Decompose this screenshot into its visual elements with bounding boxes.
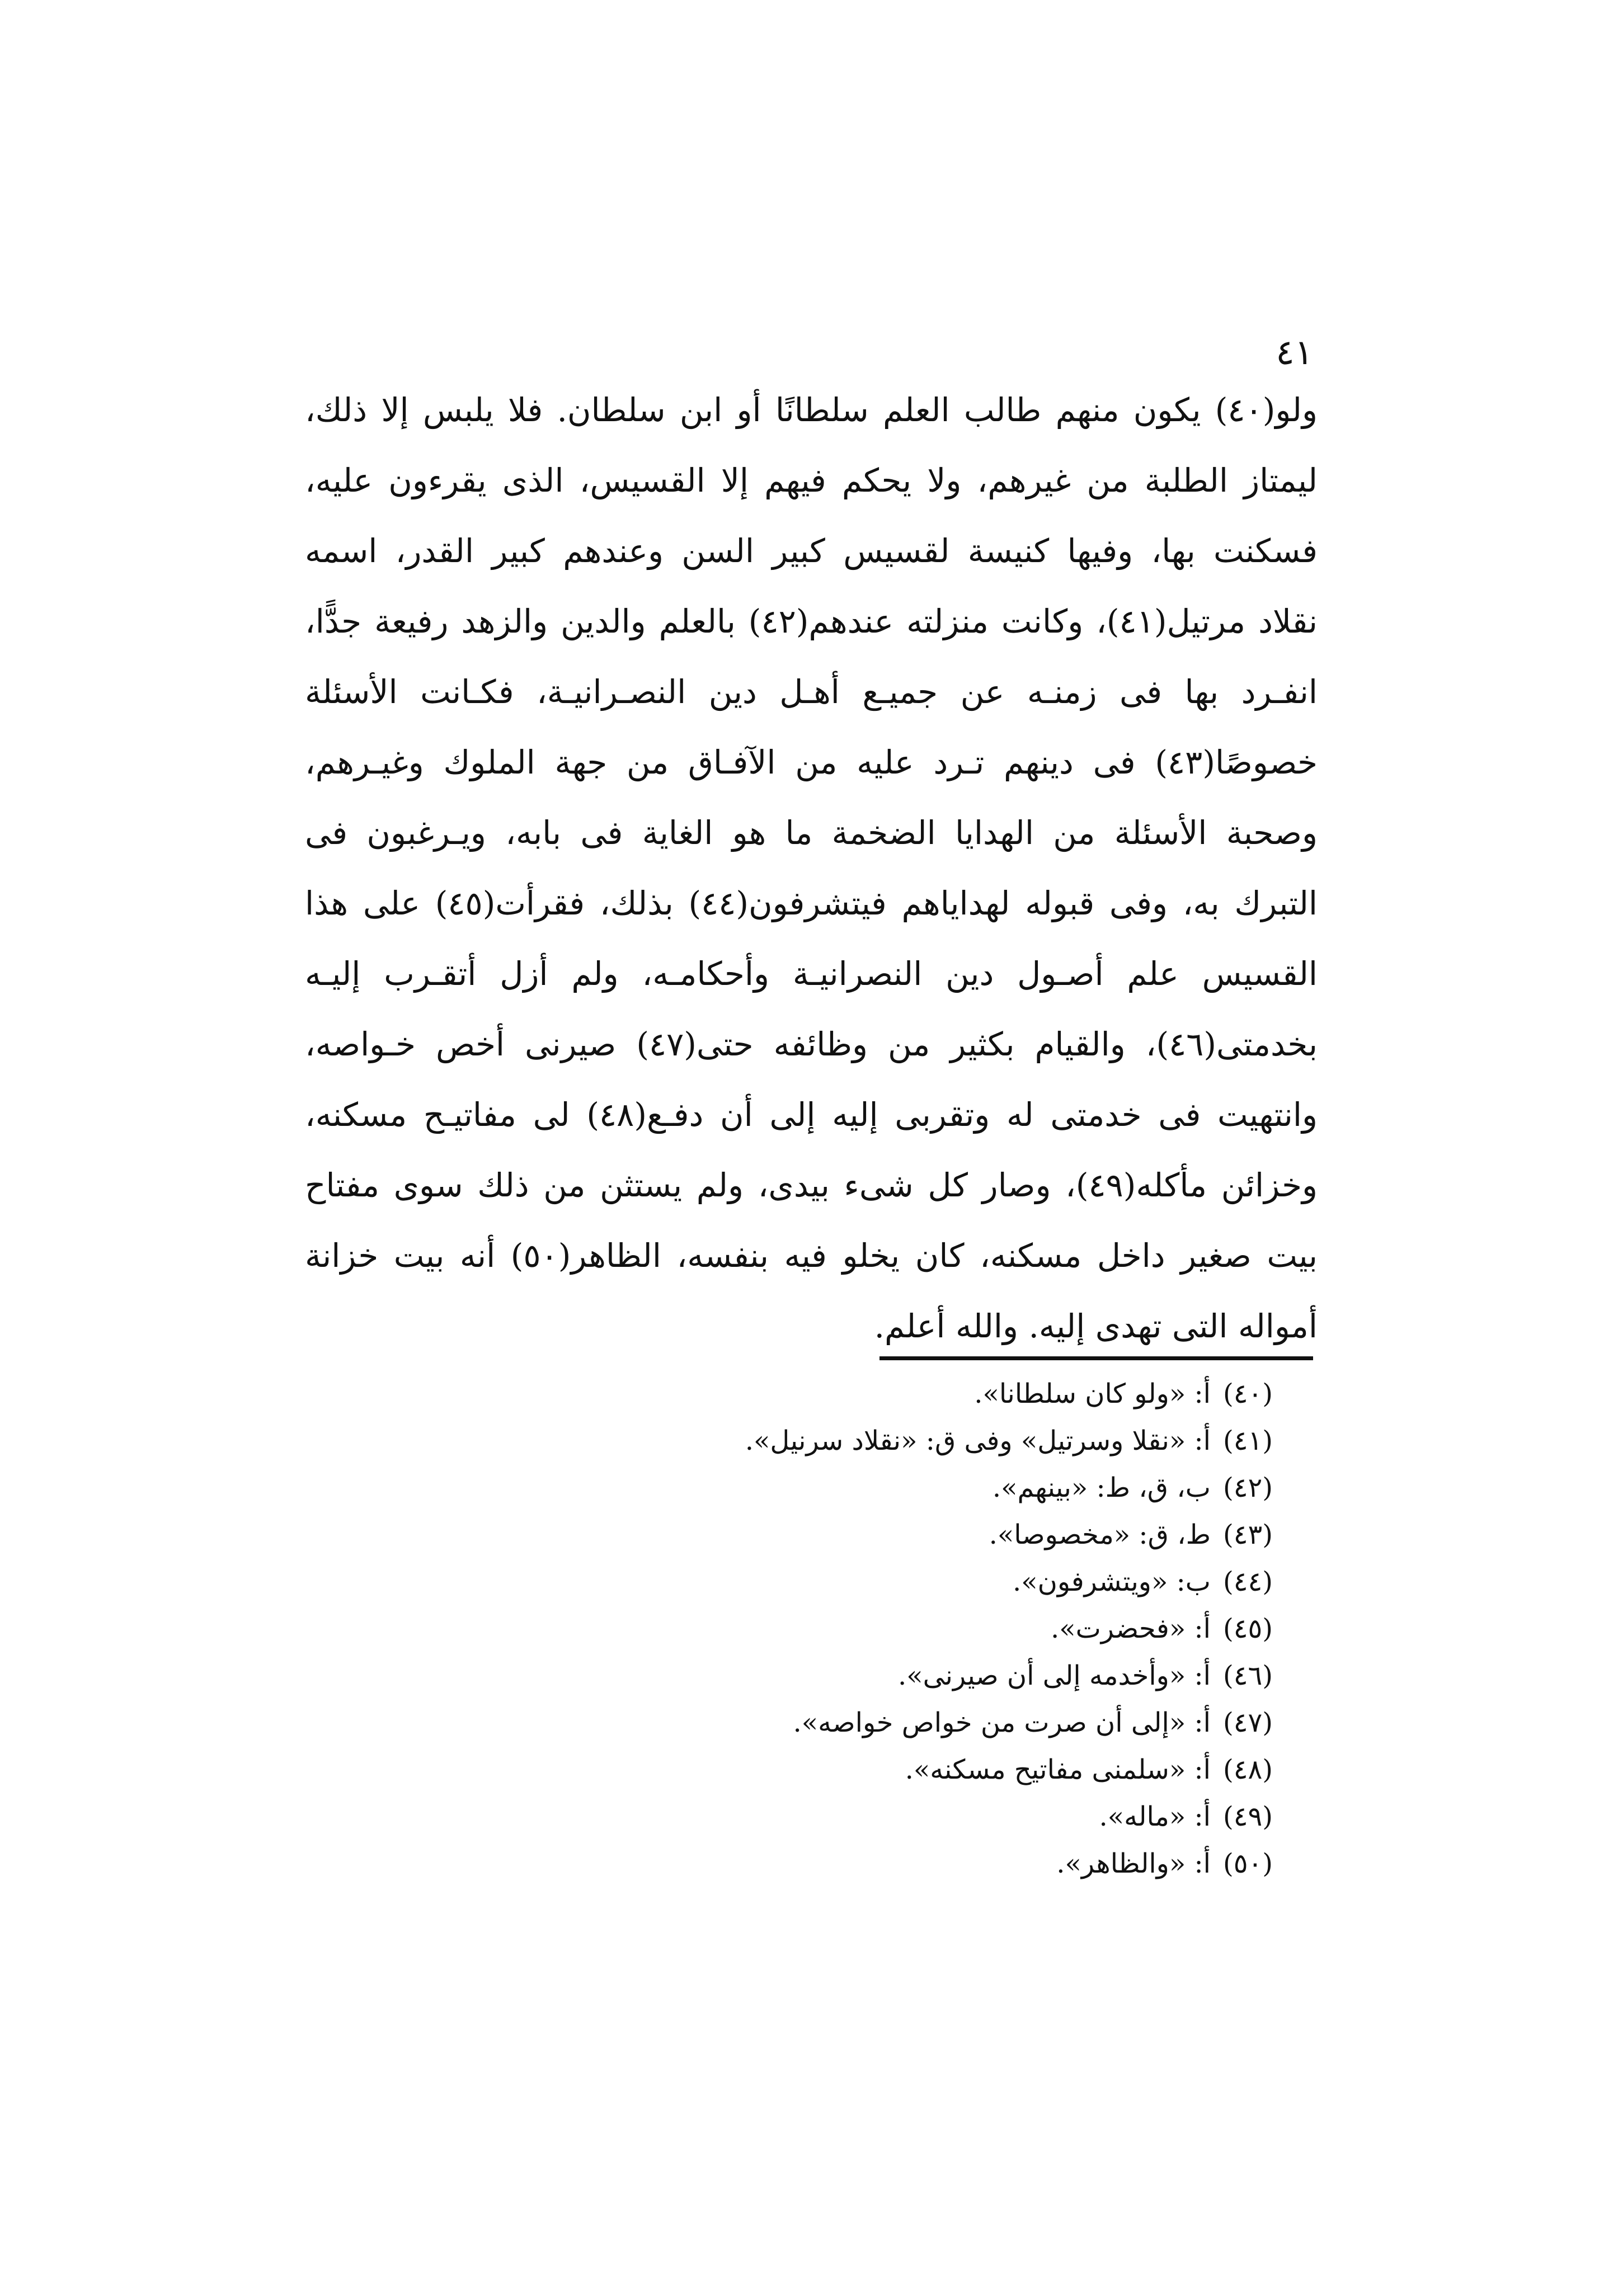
text-line: وصحبة الأسئلة من الهدايا الضخمة ما هو الغاية فى بابه، ويـرغبون فى: [305, 814, 1318, 852]
footnote-item: [305, 1370, 1318, 1417]
footnote-text: أ: «سلمنى مفاتيح مسكنه».: [905, 1754, 1211, 1785]
footnote-number: (٤٩): [1222, 1801, 1273, 1832]
footnote-divider: [879, 1356, 1313, 1360]
text-line: التبرك به، وفى قبوله لهداياهم فيتشرفون(٤٤) بذلك، فقرأت(٤٥) على هذا: [305, 884, 1318, 922]
text-line: ليمتاز الطلبة من غيرهم، ولا يحكم فيهم إلا القسيس، الذى يقرءون عليه،: [305, 461, 1318, 499]
footnote-item: [305, 1793, 1318, 1840]
footnote-item: [305, 1699, 1318, 1746]
text-line: القسيس علم أصـول دين النصرانيـة وأحكامـه، ولم أزل أتقـرب إليـه: [305, 955, 1318, 993]
text-line: خصوصًا(٤٣) فى دينهم تـرد عليه من الآفـاق من جهة الملوك وغيـرهم،: [305, 743, 1318, 781]
page-number: ٤١: [1276, 332, 1313, 373]
footnotes-list: [305, 1370, 1318, 1887]
footnote-number: (٤١): [1222, 1425, 1273, 1456]
main-text: [305, 375, 1318, 1361]
footnote-text: أ: «ولو كان سلطانا».: [974, 1378, 1211, 1409]
text-line: بيت صغير داخل مسكنه، كان يخلو فيه بنفسه، الظاهر(٥٠) أنه بيت خزانة: [305, 1237, 1318, 1275]
footnote-item: [305, 1605, 1318, 1652]
footnote-text: أ: «وأخدمه إلى أن صيرنى».: [897, 1660, 1211, 1691]
footnote-number: (٤٨): [1222, 1754, 1273, 1785]
footnote-text: ب، ق، ط: «بينهم».: [992, 1472, 1211, 1503]
footnote-text: ب: «ويتشرفون».: [1013, 1566, 1211, 1597]
footnote-item: [305, 1840, 1318, 1887]
footnote-number: (٤٢): [1222, 1472, 1273, 1503]
footnote-text: أ: «فحضرت».: [1050, 1613, 1211, 1644]
text-line: وانتهيت فى خدمتى له وتقربى إليه إلى أن دفـع(٤٨) لى مفاتيـح مسكنه،: [305, 1096, 1318, 1134]
footnote-text: أ: «إلى أن صرت من خواص خواصه».: [793, 1707, 1211, 1738]
text-line: بخدمتى(٤٦)، والقيام بكثير من وظائفه حتى(٤٧) صيرنى أخص خـواصه،: [305, 1025, 1318, 1063]
footnote-item: [305, 1746, 1318, 1793]
footnote-item: [305, 1464, 1318, 1511]
footnote-item: [305, 1511, 1318, 1558]
footnote-number: (٤٤): [1222, 1566, 1273, 1597]
footnote-text: ط، ق: «مخصوصا».: [989, 1519, 1211, 1550]
text-line: انفـرد بها فى زمنـه عن جميـع أهـل دين النصـرانيـة، فكـانت الأسئلة: [305, 673, 1318, 711]
footnote-number: (٤٧): [1222, 1707, 1273, 1738]
text-line: أمواله التى تهدى إليه. والله أعلم.: [874, 1307, 1318, 1345]
footnote-number: (٤٦): [1222, 1660, 1273, 1691]
footnote-number: (٤٥): [1222, 1613, 1273, 1644]
footnote-text: أ: «ماله».: [1099, 1801, 1211, 1832]
text-line: نقلاد مرتيل(٤١)، وكانت منزلته عندهم(٤٢) بالعلم والدين والزهد رفيعة جدًّا،: [305, 602, 1318, 640]
footnote-number: (٥٠): [1222, 1848, 1273, 1879]
footnote-number: (٤٣): [1222, 1519, 1273, 1550]
text-line: ولو(٤٠) يكون منهم طالب العلم سلطانًا أو ابن سلطان. فلا يلبس إلا ذلك،: [305, 391, 1318, 429]
footnote-item: [305, 1652, 1318, 1699]
footnote-text: أ: «والظاهر».: [1056, 1848, 1211, 1879]
footnote-text: أ: «نقلا وسرتيل» وفى ق: «نقلاد سرنيل».: [745, 1425, 1211, 1456]
text-line: وخزائن مأكله(٤٩)، وصار كل شىء بيدى، ولم يستثن من ذلك سوى مفتاح: [305, 1166, 1318, 1204]
footnote-item: [305, 1417, 1318, 1464]
text-line: فسكنت بها، وفيها كنيسة لقسيس كبير السن وعندهم كبير القدر، اسمه: [305, 532, 1318, 570]
footnote-item: [305, 1558, 1318, 1605]
footnote-number: (٤٠): [1222, 1378, 1273, 1409]
